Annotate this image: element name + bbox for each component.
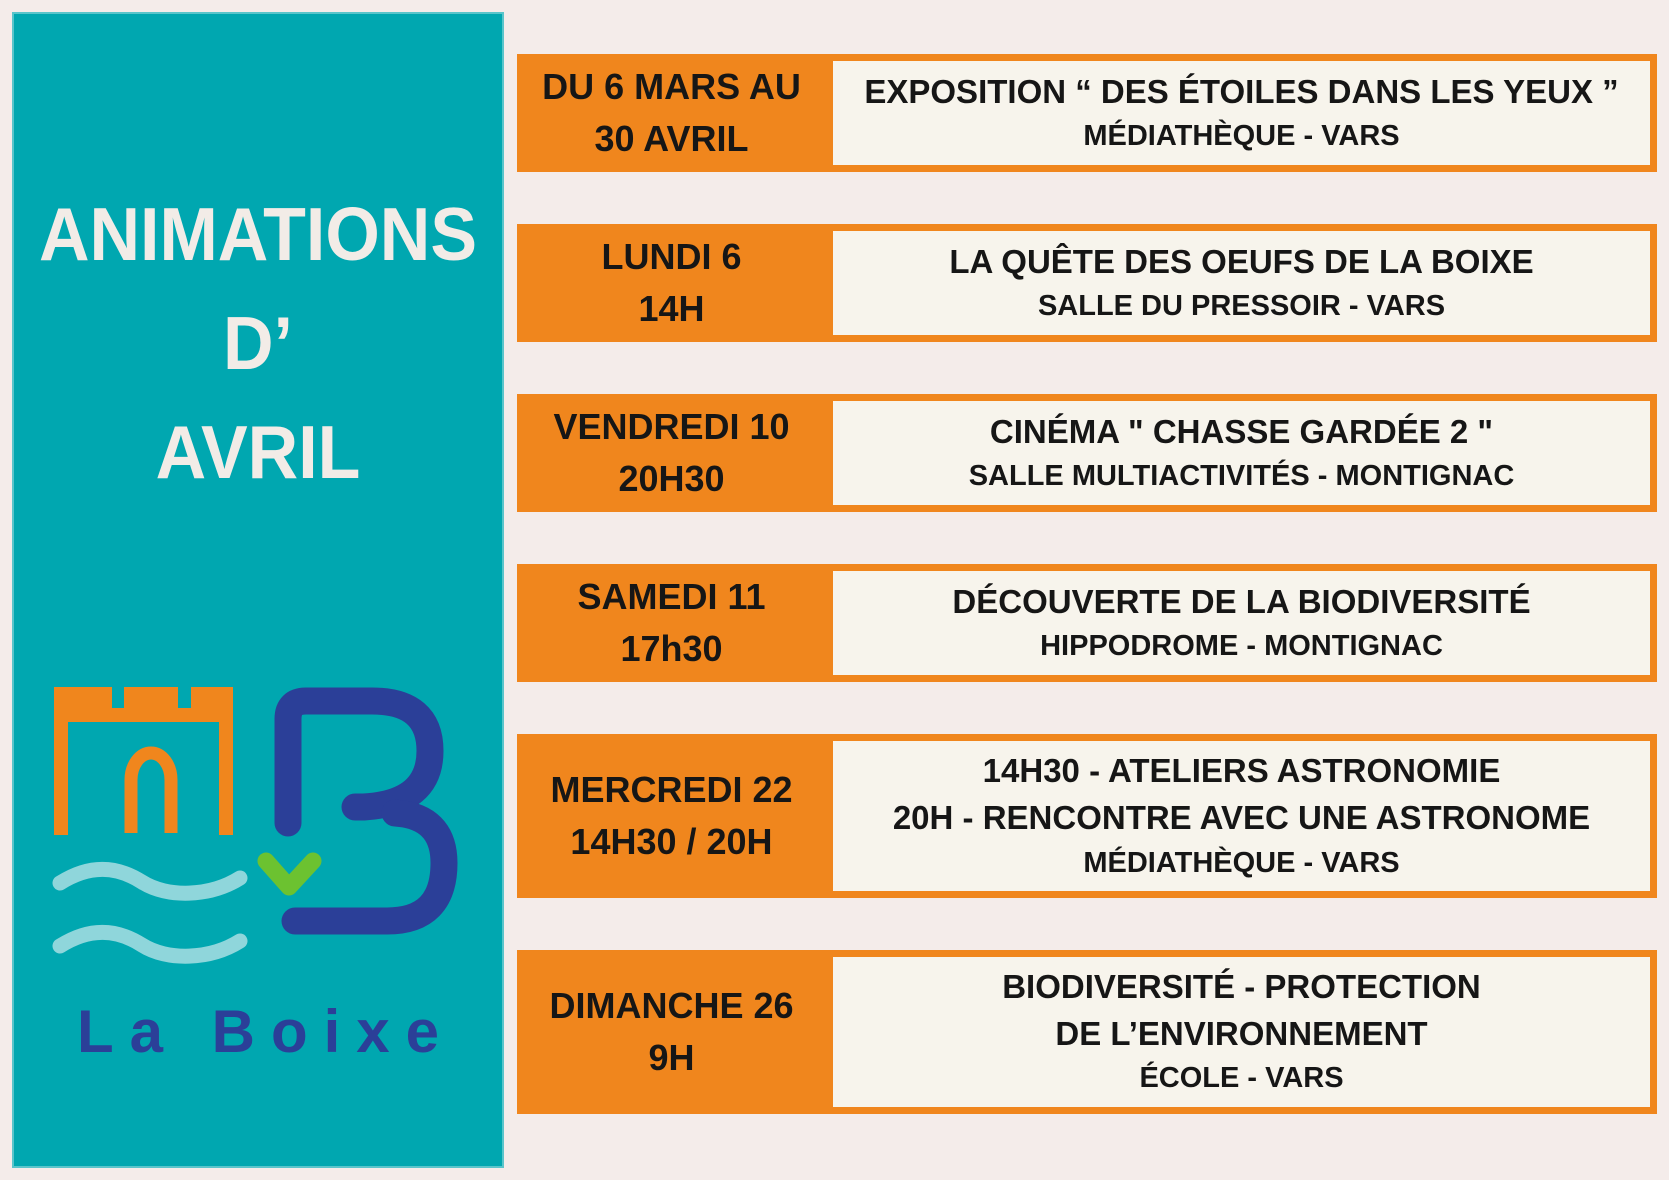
event-list: [517, 54, 1657, 1114]
poster-title: [12, 180, 504, 507]
event-date-block: [517, 54, 826, 172]
event-date-block: [517, 734, 826, 898]
la-boixe-logo: [42, 647, 502, 1017]
event-title-line: DE L’ENVIRONNEMENT: [1055, 1015, 1428, 1053]
event-title-line: EXPOSITION “ DES ÉTOILES DANS LES YEUX ”: [864, 72, 1619, 110]
event-details: [826, 54, 1657, 172]
event-date-line-2: 14H: [638, 288, 705, 329]
event-details: [826, 950, 1657, 1114]
event-details: [826, 394, 1657, 512]
event-date-line-1: SAMEDI 11: [577, 576, 766, 618]
event-details: [826, 224, 1657, 342]
event-row: [517, 734, 1657, 898]
event-date-line-2: 20H30: [618, 458, 725, 499]
event-location: MÉDIATHÈQUE - VARS: [1083, 119, 1400, 152]
check-down-icon: [266, 861, 313, 887]
event-title-line: BIODIVERSITÉ - PROTECTION: [1002, 967, 1481, 1005]
event-title-line: DÉCOUVERTE DE LA BIODIVERSITÉ: [952, 582, 1531, 620]
event-date-line-2: 30 AVRIL: [594, 118, 749, 159]
poster-title-line: ANIMATIONS: [38, 191, 478, 277]
event-date-line-1: MERCREDI 22: [550, 769, 793, 811]
event-title-line: LA QUÊTE DES OEUFS DE LA BOIXE: [949, 242, 1534, 280]
event-date-line-1: LUNDI 6: [601, 236, 742, 278]
event-row: [517, 394, 1657, 512]
waves-icon: [60, 869, 240, 956]
event-date-line-1: VENDREDI 10: [553, 406, 790, 448]
event-title-line: 20H - RENCONTRE AVEC UNE ASTRONOME: [892, 799, 1591, 837]
event-row: [517, 564, 1657, 682]
poster-title-line: D’: [223, 300, 293, 385]
event-date-line-1: DU 6 MARS AU: [542, 66, 801, 108]
event-date-line-1: DIMANCHE 26: [549, 985, 794, 1027]
event-date-block: [517, 564, 826, 682]
event-row: [517, 950, 1657, 1114]
event-location: HIPPODROME - MONTIGNAC: [1040, 629, 1443, 662]
event-row: [517, 54, 1657, 172]
event-details: [826, 564, 1657, 682]
event-location: SALLE MULTIACTIVITÉS - MONTIGNAC: [968, 459, 1515, 492]
event-title-line: CINÉMA " CHASSE GARDÉE 2 ": [989, 412, 1494, 450]
event-date-line-2: 9H: [648, 1036, 695, 1078]
sidebar: [12, 12, 504, 1168]
event-date-block: [517, 394, 826, 512]
event-date-line-2: 17h30: [620, 628, 723, 669]
letter-b-icon: [288, 701, 444, 921]
event-location: SALLE DU PRESSOIR - VARS: [1037, 289, 1446, 322]
event-location: MÉDIATHÈQUE - VARS: [1083, 846, 1400, 879]
event-location: ÉCOLE - VARS: [1139, 1062, 1344, 1095]
event-date-block: [517, 224, 826, 342]
event-details: [826, 734, 1657, 898]
castle-arch-icon: [131, 753, 171, 833]
event-date-block: [517, 950, 826, 1114]
poster-title-line: AVRIL: [155, 409, 361, 494]
logo-wordmark: La Boixe: [76, 998, 456, 1065]
event-date-line-2: 14H30 / 20H: [570, 820, 773, 862]
event-row: [517, 224, 1657, 342]
event-title-line: 14H30 - ATELIERS ASTRONOMIE: [982, 752, 1501, 789]
